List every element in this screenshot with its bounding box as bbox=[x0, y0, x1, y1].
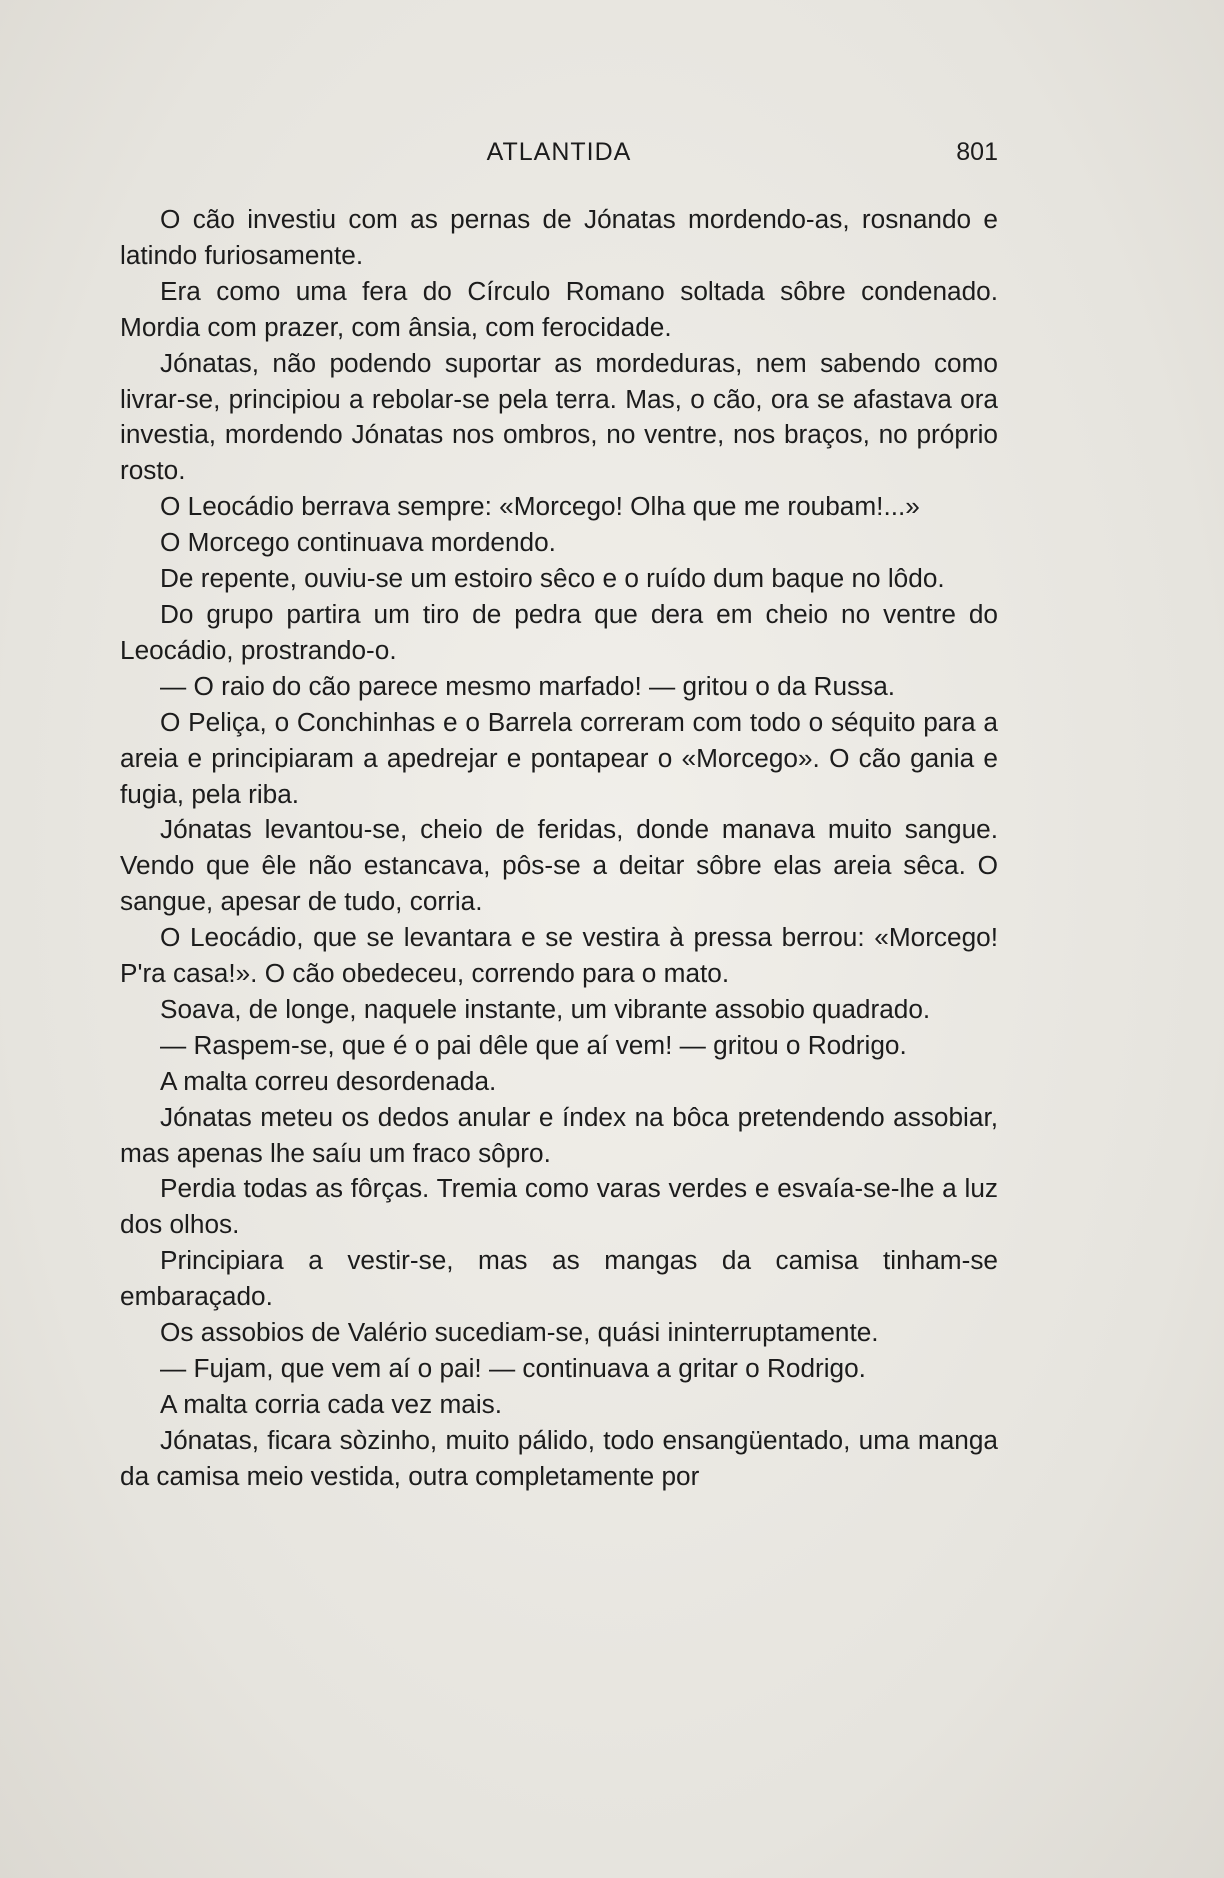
body-text bbox=[120, 202, 998, 1495]
paragraph: — O raio do cão parece mesmo marfado! — gritou o da Russa. bbox=[160, 670, 896, 701]
paragraph: De repente, ouviu-se um estoiro sêco e o ruído dum baque no lôdo. bbox=[160, 563, 945, 594]
paragraph: O Morcego continuava mordendo. bbox=[160, 527, 556, 558]
paragraph: Jónatas, ficara sòzinho, muito pálido, todo ensangüentado, uma manga da camisa meio vestida, outra completamente por bbox=[120, 1424, 998, 1491]
paragraph: O Peliça, o Conchinhas e o Barrela correram com todo o séquito para a areia e principiaram a apedrejar e pontapear o «Morcego». O cão gania e fugia, pela riba. bbox=[120, 706, 998, 809]
paragraph: Perdia todas as fôrças. Tremia como varas verdes e esvaía-se-lhe a luz dos olhos. bbox=[120, 1173, 998, 1240]
paragraph: Jónatas, não podendo suportar as mordeduras, nem sabendo como livrar-se, principiou a rebolar-se pela terra. Mas, o cão, ora se afastava ora investia, mordendo Jónatas nos ombros, no ventre, nos braços, no próprio rosto. bbox=[120, 347, 998, 486]
paragraph: Do grupo partira um tiro de pedra que dera em cheio no ventre do Leocádio, prostrando-o. bbox=[120, 598, 998, 665]
paragraph: — Fujam, que vem aí o pai! — continuava a gritar o Rodrigo. bbox=[160, 1353, 866, 1383]
paragraph: Soava, de longe, naquele instante, um vibrante assobio quadrado. bbox=[160, 993, 931, 1024]
page-number: 801 bbox=[956, 138, 998, 166]
running-title: ATLANTIDA bbox=[486, 138, 632, 166]
paragraph: O cão investiu com as pernas de Jónatas mordendo-as, rosnando e latindo furiosamente. bbox=[120, 204, 998, 270]
paragraph: Principiara a vestir-se, mas as mangas da camisa tinham-se embaraçado. bbox=[120, 1245, 998, 1312]
paragraph: A malta corria cada vez mais. bbox=[160, 1388, 503, 1419]
paragraph: Jónatas meteu os dedos anular e índex na bôca pretendendo assobiar, mas apenas lhe saíu um fraco sôpro. bbox=[120, 1101, 998, 1168]
paragraph: A malta correu desordenada. bbox=[160, 1065, 497, 1096]
paragraph: Era como uma fera do Círculo Romano soltada sôbre condenado. Mordia com prazer, com ânsia, com ferocidade. bbox=[120, 275, 998, 342]
paragraph: Os assobios de Valério sucediam-se, quási ininterruptamente. bbox=[160, 1317, 879, 1348]
paragraph: O Leocádio, que se levantara e se vestira à pressa berrou: «Morcego! P'ra casa!». O cão obedeceu, correndo para o mato. bbox=[120, 922, 998, 989]
paragraph: O Leocádio berrava sempre: «Morcego! Olha que me roubam!...» bbox=[160, 491, 920, 522]
paragraph: — Raspem-se, que é o pai dêle que aí vem! — gritou o Rodrigo. bbox=[160, 1029, 907, 1060]
paragraph: Jónatas levantou-se, cheio de feridas, donde manava muito sangue. Vendo que êle não estancava, pôs-se a deitar sôbre elas areia sêca. O sangue, apesar de tudo, corria. bbox=[120, 814, 998, 917]
page-header bbox=[120, 138, 998, 172]
